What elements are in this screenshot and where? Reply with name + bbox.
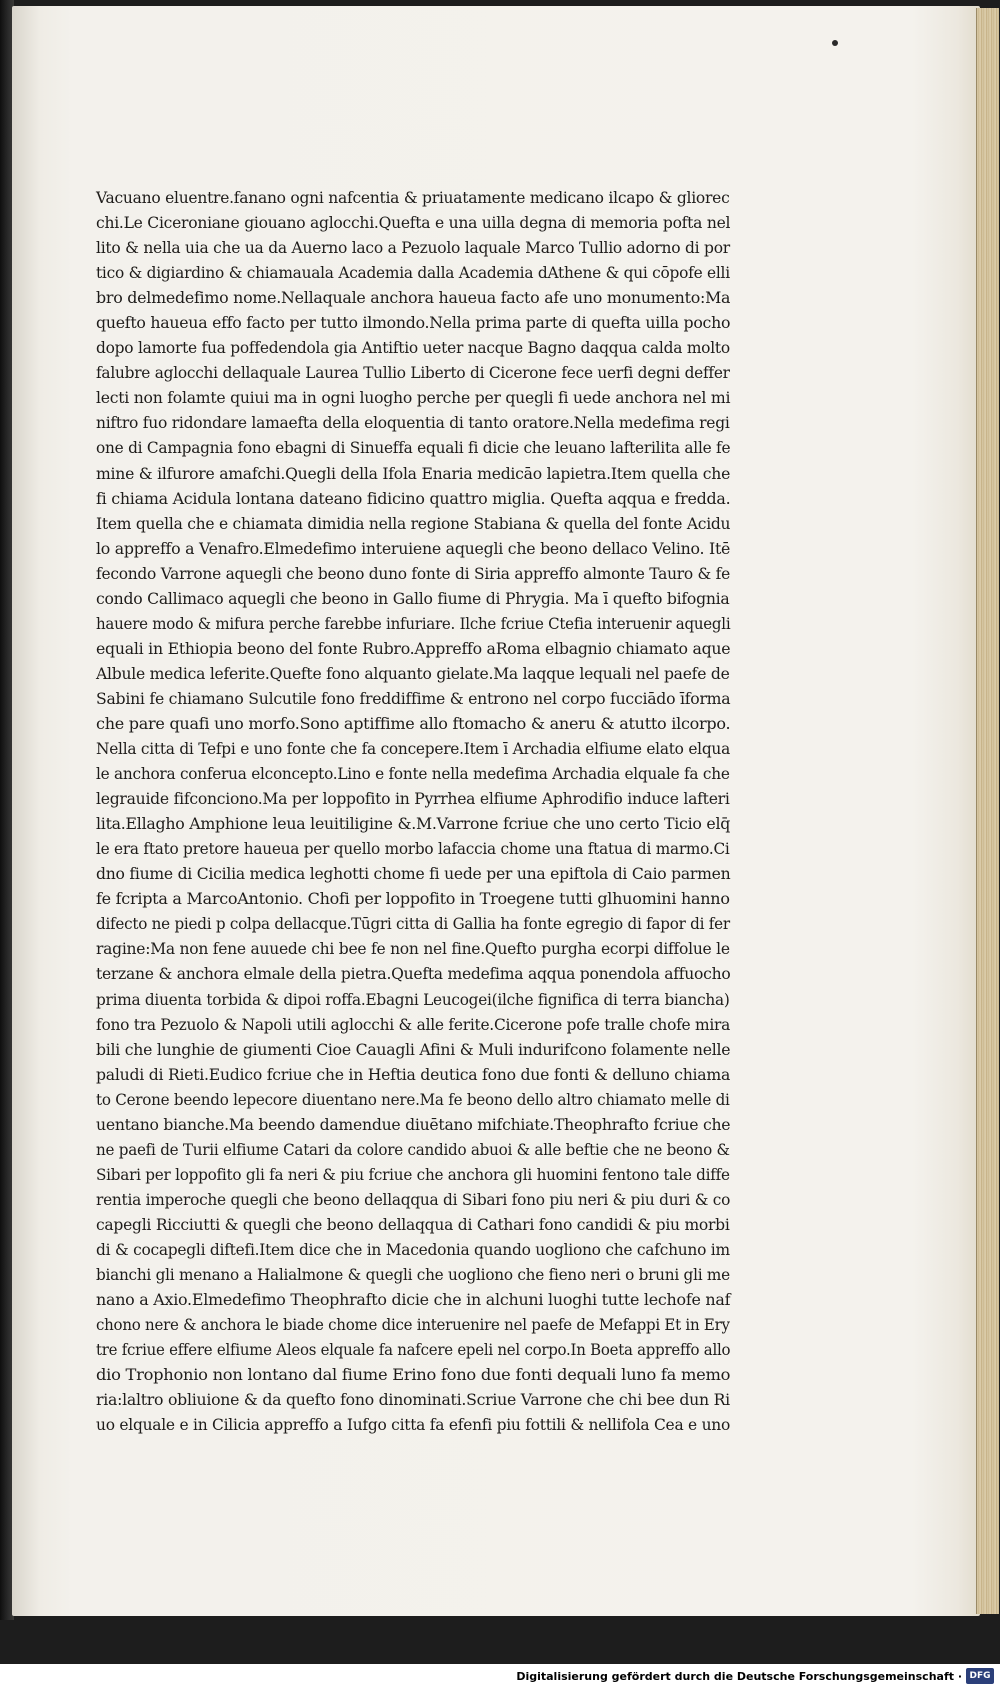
- text-line: nano a Axio.Elmedefimo Theophrafto dicie che in alchuni luoghi tutte lechofe naf: [96, 1291, 731, 1310]
- text-line: dopo lamorte fua poffedendola gia Antiftio ueter nacque Bagno daqqua calda molto: [96, 339, 730, 358]
- text-line: Albule medica leferite.Quefte fono alquanto gielate.Ma laqque lequali nel paefe de: [96, 664, 730, 683]
- page-edges: [976, 8, 999, 1614]
- text-line: bili che lunghie de giumenti Cioe Cauagli Afini & Muli indurifcono folamente nelle: [96, 1040, 731, 1059]
- text-line: Sabini fe chiamano Sulcutile fono freddiffime & entrono nel corpo fucciādo īforma: [96, 689, 731, 708]
- text-line: le anchora conferua elconcepto.Lino e fonte nella medefima Archadia elquale fa che: [96, 765, 730, 784]
- text-line: lecti non folamte quiui ma in ogni luogho perche per quegli fi uede anchora nel mi: [96, 389, 731, 408]
- text-line: fecondo Varrone aquegli che beono duno fonte di Siria appreffo almonte Tauro & fe: [96, 564, 730, 583]
- text-line: fono tra Pezuolo & Napoli utili aglocchi & alle ferite.Cicerone pofe tralle chofe mira: [96, 1015, 731, 1034]
- text-line: bro delmedefimo nome.Nellaquale anchora haueua facto afe uno monumento:Ma: [96, 289, 731, 308]
- text-line: rentia imperoche quegli che beono dellaqqua di Sibari fono piu neri & piu duri & co: [96, 1190, 731, 1209]
- text-line: Item quella che e chiamata dimidia nella regione Stabiana & quella del fonte Acidu: [96, 514, 731, 533]
- text-line: Nella citta di Tefpi e uno fonte che fa concepere.Item ī Archadia elfiume elato elqua: [96, 740, 730, 759]
- page-text: [96, 186, 730, 1438]
- text-line: le era ftato pretore haueua per quello morbo lafaccia chome una ftatua di marmo.Ci: [96, 840, 730, 859]
- text-line: tre fcriue effere elfiume Aleos elquale fa nafcere epeli nel corpo.In Boeta appreffo allo: [96, 1341, 731, 1360]
- text-line: hauere modo & mifura perche farebbe infuriare. Ilche fcriue Ctefia interuenir aquegli: [96, 614, 731, 633]
- text-line: dno fiume di Cicilia medica leghotti chome fi uede per una epiftola di Caio parmen: [96, 865, 731, 884]
- text-line: ne paefi de Turii elfiume Catari da colore candido abuoi & alle beftie che ne beono &: [96, 1140, 730, 1159]
- text-line: terzane & anchora elmale della pietra.Quefta medefima aqqua ponendola affuocho: [96, 965, 731, 984]
- text-line: capegli Ricciutti & quegli che beono dellaqqua di Cathari fono candidi & piu morbi: [96, 1215, 730, 1234]
- text-line: equali in Ethiopia beono del fonte Rubro.Appreffo aRoma elbagnio chiamato aque: [96, 639, 731, 658]
- text-line: tico & digiardino & chiamauala Academia dalla Academia dAthene & qui cōpofe elli: [96, 264, 730, 283]
- text-line: di & cocapegli diftefi.Item dice che in Macedonia quando uogliono che cafchuno im: [96, 1240, 730, 1259]
- footer-credit: Digitalisierung gefördert durch die Deutsche Forschungsgemeinschaft ·: [516, 1670, 962, 1683]
- text-line: quefto haueua effo facto per tutto ilmondo.Nella prima parte di quefta uilla pocho: [96, 314, 731, 333]
- text-line: uo elquale e in Cilicia appreffo a Iufgo citta fa efenfi piu fottili & nellifola Cea e uno: [96, 1416, 731, 1435]
- text-line: prima diuenta torbida & dipoi roffa.Ebagni Leucogei(ilche fignifica di terra biancha): [96, 990, 730, 1009]
- text-line: mine & ilfurore amafchi.Quegli della Ifola Enaria medicāo lapietra.Item quella che: [96, 464, 731, 483]
- text-line: dio Trophonio non lontano dal fiume Erino fono due fonti dequali luno fa memo: [96, 1366, 731, 1385]
- text-line: ria:laltro obliuione & da quefto fono dinominati.Scriue Varrone che chi bee dun Ri: [96, 1391, 730, 1410]
- text-line: fe fcripta a MarcoAntonio. Chofi per loppofito in Troegene tutti glhuomini hanno: [96, 890, 730, 909]
- text-line: paludi di Rieti.Eudico fcriue che in Heftia deutica fono due fonti & delluno chiama: [96, 1065, 731, 1084]
- text-line: Sibari per loppofito gli fa neri & piu fcriue che anchora gli huomini fentono tale diffe: [96, 1165, 730, 1184]
- text-line: one di Campagnia fono ebagni di Sinueffa equali fi dicie che leuano lafterilita alle fe: [96, 439, 731, 458]
- text-line: bianchi gli menano a Halialmone & quegli che uogliono che fieno neri o bruni gli me: [96, 1266, 730, 1285]
- text-line: niftro fuo ridondare lamaefta della eloquentia di tanto oratore.Nella medefima regi: [96, 414, 730, 433]
- text-line: difecto ne piedi p colpa dellacque.Tūgri citta di Gallia ha fonte egregio di fapor di fer: [96, 915, 730, 934]
- text-line: chono nere & anchora le biade chome dice interuenire nel paefe de Mefappi Et in Ery: [96, 1316, 730, 1335]
- text-line: lito & nella uia che ua da Auerno laco a Pezuolo laquale Marco Tullio adorno di por: [96, 239, 730, 258]
- text-line: che pare quafi uno morfo.Sono aptiffime allo ftomacho & aneru & atutto ilcorpo.: [96, 714, 731, 733]
- text-line: to Cerone beendo lepecore diuentano nere.Ma fe beono dello altro chiamato melle di: [96, 1090, 730, 1109]
- text-line: Vacuano eluentre.fanano ogni nafcentia & priuatamente medicano ilcapo & gliorec: [96, 189, 730, 207]
- text-line: uentano bianche.Ma beendo damendue diuētano mifchiate.Theophrafto fcriue che: [96, 1115, 731, 1134]
- text-line: lo appreffo a Venafro.Elmedefimo interuiene aquegli che beono dellaco Velino. Itē: [96, 539, 731, 558]
- text-line: lita.Ellagho Amphione leua leuitiligine &.M.Varrone fcriue che uno certo Ticio elq̄: [96, 815, 731, 834]
- text-line: legrauide fifconciono.Ma per loppofito in Pyrrhea elfiume Aphrodifio induce lafteri: [96, 790, 730, 809]
- text-line: ragine:Ma non fene auuede chi bee fe non nel fine.Quefto purgha ecorpi diffolue le: [96, 940, 730, 959]
- text-line: condo Callimaco aquegli che beono in Gallo fiume di Phrygia. Ma ī quefto bifognia: [96, 589, 730, 608]
- text-line: falubre aglocchi dellaquale Laurea Tullio Liberto di Cicerone fece uerfi degni deffer: [96, 364, 730, 383]
- text-line: fi chiama Acidula lontana dateano fidicino quattro miglia. Quefta aqqua e fredda.: [96, 489, 731, 508]
- ink-speck: [832, 40, 838, 46]
- text-line: chi.Le Ciceroniane giouano aglocchi.Quefta e una uilla degna di memoria pofta nel: [96, 214, 731, 233]
- dfg-logo-icon: DFG: [966, 1668, 994, 1684]
